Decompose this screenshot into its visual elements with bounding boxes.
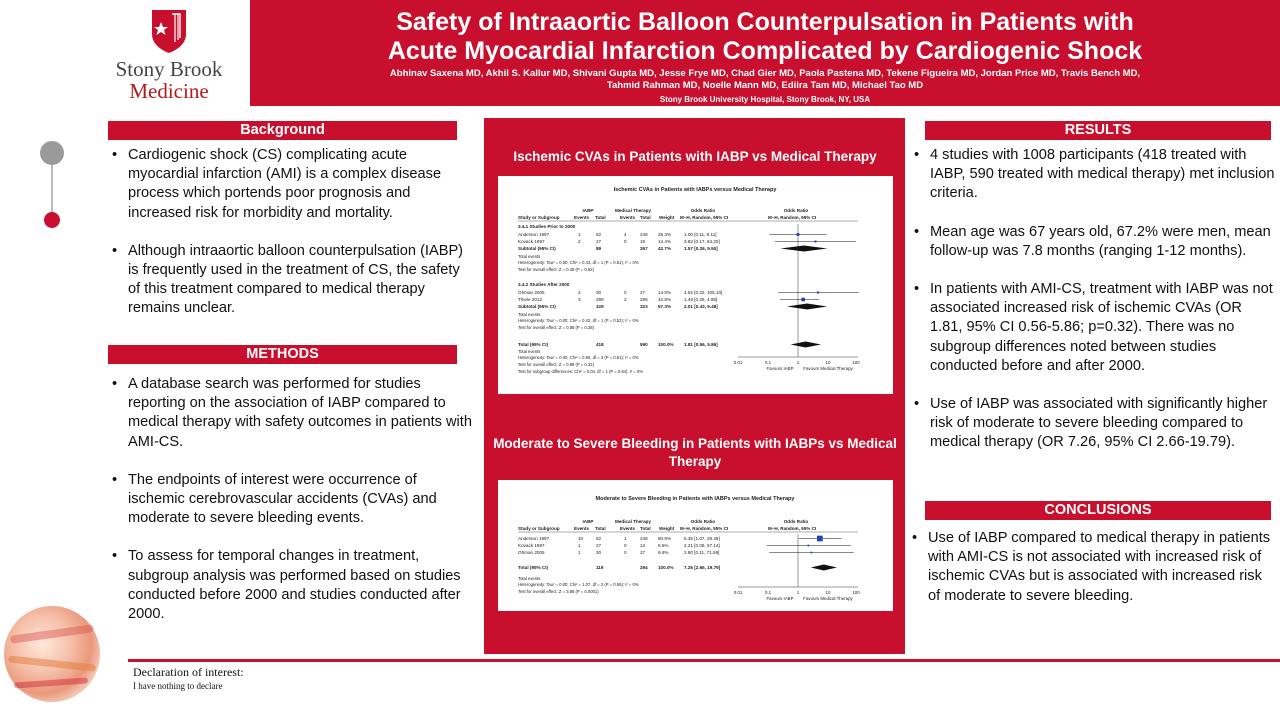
fig1-het-1: Heterogeneity: Tau² = 0.00; Chi² = 0.43, df = 1 (P = 0.51); I² = 0% — [518, 260, 639, 265]
figure2-forest-plot — [498, 480, 893, 611]
forest-row-ci: 1.81 [0.56, 5.86] — [684, 342, 718, 347]
forest-row-weight: 80.9% — [658, 536, 672, 541]
fig1-axis-tick: 0.01 — [733, 360, 743, 365]
forest-row-study: Ohman 2005 — [518, 550, 545, 555]
stony-brook-logo — [108, 8, 230, 102]
figure2-svg — [498, 480, 893, 611]
forest-row-weight: 100.0% — [658, 342, 674, 347]
forest-row-total-iabp: 299 — [596, 297, 604, 302]
logo-line-1: Stony Brook — [115, 57, 223, 81]
forest-row-total-iabp: 89 — [596, 246, 602, 251]
declaration-heading: Declaration of interest: — [133, 665, 244, 679]
forest-summary-diamond — [787, 304, 827, 310]
forest-row-total-iabp: 329 — [596, 304, 604, 309]
forest-row-total-iabp: 30 — [596, 290, 602, 295]
forest-row-events-med: 0 — [624, 290, 627, 295]
forest-row-total-med: 27 — [640, 550, 646, 555]
fig1-total-events-3: Total events — [518, 349, 541, 354]
forest-row-total-med: 248 — [640, 232, 648, 237]
forest-row-total-iabp: 62 — [596, 536, 602, 541]
forest-row-ci: 1.57 [0.26, 9.50] — [684, 246, 718, 251]
forest-row-total-med: 296 — [640, 297, 648, 302]
forest-row-events-iabp: 2 — [578, 290, 581, 295]
forest-row-weight: 14.5% — [658, 290, 672, 295]
forest-row-total-iabp: 27 — [596, 239, 602, 244]
forest-summary-diamond — [780, 246, 827, 252]
fig1-total-events-2: Total events — [518, 312, 541, 317]
forest-row-ci: 2.01 [0.43, 9.48] — [684, 304, 718, 309]
figure2-title: Moderate to Severe Bleeding in Patients with IABPs vs Medical Therapy — [493, 436, 897, 469]
forest-row-study: Subtotal (95% CI) — [518, 246, 556, 251]
fig1-col-study: Study or Subgroup — [518, 215, 560, 220]
figure1-svg — [498, 176, 893, 394]
forest-row-weight: 14.4% — [658, 239, 672, 244]
fig2-col-mh2: M–H, Random, 95% CI — [768, 526, 817, 531]
fig1-col-mh2: M–H, Random, 95% CI — [768, 215, 817, 220]
forest-row-events-iabp: 10 — [578, 536, 584, 541]
forest-row-weight: 42.7% — [658, 246, 672, 251]
fig2-axis-tick: 1 — [796, 590, 800, 595]
fig1-subgroup-diff: Test for subgroup differences: Chi² = 0.04, df = 1 (P = 0.84), I² = 0% — [518, 369, 644, 374]
fig2-col-med: Medical Therapy — [615, 519, 651, 524]
forest-row-total-med: 19 — [640, 239, 646, 244]
forest-row-study: Ohman 2005 — [518, 290, 545, 295]
forest-row-study: Thiele 2012 — [518, 297, 543, 302]
forest-row-events-iabp: 1 — [578, 543, 581, 548]
fig2-col-total: Total — [595, 526, 606, 531]
forest-row-study: Kovack 1997 — [518, 543, 545, 548]
fig1-axis-tick: 100 — [852, 360, 860, 365]
results-bullet: • Mean age was 67 years old, 67.2% were men, mean follow-up was 7.8 months (ranging 1-12 months). — [912, 223, 1278, 261]
fig2-col-events2: Events — [620, 526, 636, 531]
title-line-1: Safety of Intraaortic Balloon Counterpulsation in Patients with — [396, 8, 1134, 36]
forest-row-study: Anderson 1997 — [518, 536, 550, 541]
fig1-axis-tick: 0.1 — [764, 360, 772, 365]
forest-row-ci: 3.82 [0.17, 84.20] — [684, 239, 720, 244]
timeline-dot-gray — [40, 141, 64, 165]
forest-point-estimate — [807, 545, 809, 547]
forest-row-total-iabp: 418 — [596, 342, 604, 347]
forest-row-events-iabp: 1 — [578, 550, 581, 555]
figure2-caption: Moderate to Severe Bleeding in Patients with IABPs versus Medical Therapy — [595, 496, 795, 502]
forest-row-total-med: 590 — [640, 342, 648, 347]
fig1-col-iabp: IABP — [582, 208, 594, 213]
fig1-het-2: Heterogeneity: Tau² = 0.00; Chi² = 0.42, df = 1 (P = 0.52); I² = 0% — [518, 318, 639, 323]
figure1-forest-plot — [498, 176, 893, 394]
figure1-title: Ischemic CVAs in Patients with IABP vs Medical Therapy — [513, 149, 877, 164]
background-bullet: • Although intraaortic balloon counterpulsation (IABP) is frequently used in the treatment of CS, the safety of this treatment compared to medical therapy remains unclear. — [110, 242, 475, 319]
timeline-line — [51, 165, 53, 212]
fig1-col-med: Medical Therapy — [615, 208, 651, 213]
affiliation: Stony Brook University Hospital, Stony Brook, NY, USA — [659, 95, 871, 104]
forest-row-ci: 2.80 [0.11, 71.59] — [684, 550, 720, 555]
fig2-col-events: Events — [574, 526, 590, 531]
forest-row-study: Anderson 1997 — [518, 232, 550, 237]
fig2-axis-tick: 0.1 — [764, 590, 772, 595]
shield-icon — [150, 8, 188, 54]
forest-row-ci: 5.35 [1.07, 28.49] — [684, 536, 720, 541]
fig1-col-total: Total — [595, 215, 606, 220]
fig1-favours-left: Favours IABP — [766, 366, 794, 371]
fig2-axis-tick: 100 — [852, 590, 860, 595]
forest-row-total-iabp: 119 — [596, 565, 604, 570]
forest-row-ci: 1.00 [0.11, 9.11] — [684, 232, 717, 237]
logo-line-2: Medicine — [129, 79, 209, 103]
fig2-het: Heterogeneity: Tau² = 0.00; Chi² = 1.07, df = 2 (P = 0.59); I² = 0% — [518, 582, 639, 587]
poster-title — [250, 0, 1280, 66]
forest-point-estimate — [811, 552, 813, 554]
forest-row-weight: 100.0% — [658, 565, 674, 570]
fig1-favours-right: Favours Medical Therapy — [803, 366, 853, 371]
methods-list — [110, 375, 475, 643]
background-heading: Background — [108, 121, 457, 140]
fig2-favours-left: Favours IABP — [766, 596, 794, 601]
forest-row-ci: 4.62 [0.22, 105.10] — [684, 290, 723, 295]
conclusions-bullet: • Use of IABP compared to medical therapy in patients with AMI-CS is not associated with increased risk of ischemic CVAs but is associated with increased risk of moderate to severe bleeding. — [910, 529, 1276, 606]
forest-row-weight: 57.3% — [658, 304, 672, 309]
fig1-col-total2: Total — [640, 215, 651, 220]
fig2-axis-tick: 10 — [825, 590, 831, 595]
forest-row-total-med: 27 — [640, 290, 646, 295]
title-line-2: Acute Myocardial Infarction Complicated by Cardiogenic Shock — [387, 37, 1143, 65]
forest-summary-diamond — [811, 565, 837, 571]
results-bullet: • In patients with AMI-CS, treatment with IABP was not associated increased risk of ischemic CVAs (OR 1.81, 95% CI 0.56-5.86; p=0.32). There was no subgroup differences noted between studies conducted before and after 2000. — [912, 280, 1278, 376]
fig2-col-mh: M–H, Random, 95% CI — [680, 526, 729, 531]
fig1-het-3: Heterogeneity: Tau² = 0.00; Chi² = 0.95, df = 3 (P = 0.81); I² = 0% — [518, 355, 639, 360]
fig2-col-iabp: IABP — [582, 519, 594, 524]
fig1-subgroup1: 3.4.1 Studies Prior to 2000 — [518, 224, 576, 229]
forest-row-events-med: 2 — [624, 297, 627, 302]
fig1-col-or2: Odds Ratio — [783, 208, 809, 213]
methods-bullet: • To assess for temporal changes in treatment, subgroup analysis was performed based on studies conducted before 2000 and studies conducted after 2000. — [110, 547, 475, 624]
forest-row-events-med: 1 — [624, 536, 627, 541]
authors: Abhinav Saxena MD, Akhil S. Kallur MD, Shivani Gupta MD, Jesse Frye MD, Chad Gier MD, Paola Pastena MD, Tekene Figueira MD, Jordan Price MD, Travis Bench MD, Tahmid Rahman MD, Noelle Mann MD, Ediira Tam MD, Michael Tao MD — [389, 68, 1141, 91]
forest-point-estimate — [817, 536, 823, 542]
footer-divider — [128, 659, 1280, 662]
forest-row-ci: 7.26 [2.66, 19.79] — [684, 565, 721, 570]
forest-row-study: Total (95% CI) — [518, 565, 549, 570]
fig2-col-total2: Total — [640, 526, 651, 531]
fig1-total-events-1: Total events — [518, 254, 541, 259]
header-banner — [250, 0, 1280, 106]
fig1-effect-2: Test for overall effect: Z = 0.88 (P = 0.38) — [518, 325, 594, 330]
fig1-col-events2: Events — [620, 215, 636, 220]
forest-row-study: Subtotal (95% CI) — [518, 304, 556, 309]
fig2-col-or: Odds Ratio — [690, 519, 716, 524]
forest-point-estimate — [814, 241, 816, 243]
forest-point-estimate — [817, 291, 819, 293]
timeline-dot-red — [44, 212, 60, 228]
forest-row-study: Total (95% CI) — [518, 342, 549, 347]
declaration-text: I have nothing to declare — [133, 681, 223, 691]
forest-row-weight: 9.6% — [658, 550, 669, 555]
fig1-axis-tick: 10 — [825, 360, 831, 365]
forest-point-estimate — [801, 298, 805, 302]
fig1-col-weight: Weight — [659, 215, 675, 220]
results-bullet: • Use of IABP was associated with significantly higher risk of moderate to severe bleeding compared to medical therapy (OR 7.26, 95% CI 2.66-19.79). — [912, 395, 1278, 453]
conclusions-heading: CONCLUSIONS — [925, 501, 1271, 520]
fig2-axis-tick: 0.01 — [733, 590, 743, 595]
forest-row-weight: 42.8% — [658, 297, 672, 302]
fig1-subgroup2: 3.4.2 Studies After 2000 — [518, 282, 570, 287]
forest-row-events-iabp: 2 — [578, 239, 581, 244]
fig2-col-study: Study or Subgroup — [518, 526, 560, 531]
forest-row-total-med: 248 — [640, 536, 648, 541]
forest-row-ci: 2.21 [0.09, 57.14] — [684, 543, 720, 548]
fig2-col-weight: Weight — [659, 526, 675, 531]
fig1-col-mh: M–H, Random, 95% CI — [680, 215, 729, 220]
forest-row-events-med: 0 — [624, 550, 627, 555]
forest-row-events-med: 0 — [624, 543, 627, 548]
results-bullet: • 4 studies with 1008 participants (418 treated with IABP, 590 treated with medical therapy) met inclusion criteria. — [912, 146, 1278, 204]
forest-row-events-iabp: 1 — [578, 232, 581, 237]
forest-row-total-med: 323 — [640, 304, 648, 309]
fig1-effect-3: Test for overall effect: Z = 0.99 (P = 0.32) — [518, 362, 594, 367]
forest-row-events-med: 4 — [624, 232, 627, 237]
fig1-col-or: Odds Ratio — [690, 208, 716, 213]
forest-row-total-iabp: 30 — [596, 550, 602, 555]
fig1-axis-tick: 1 — [796, 360, 800, 365]
forest-row-weight: 9.5% — [658, 543, 669, 548]
fig2-total-events: Total events — [518, 576, 541, 581]
forest-row-study: Kovack 1997 — [518, 239, 545, 244]
methods-bullet: • The endpoints of interest were occurrence of ischemic cerebrovascular accidents (CVAs) and moderate to severe bleeding events. — [110, 471, 475, 529]
forest-row-ci: 1.49 [0.25, 4.98] — [684, 297, 718, 302]
forest-row-weight: 28.3% — [658, 232, 672, 237]
methods-bullet: • A database search was performed for studies reporting on the association of IABP compared to medical therapy with safety outcomes in patients with AMI-CS. — [110, 375, 475, 452]
conclusions-list — [910, 529, 1276, 625]
background-bullet: • Cardiogenic shock (CS) complicating acute myocardial infarction (AMI) is a complex disease process which portends poor prognosis and increased risk for morbidity and mortality. — [110, 146, 475, 223]
forest-row-total-iabp: 62 — [596, 232, 602, 237]
forest-row-events-iabp: 3 — [578, 297, 581, 302]
forest-row-total-med: 13 — [640, 543, 646, 548]
results-list — [912, 146, 1278, 472]
fig2-effect: Test for overall effect: Z = 3.88 (P = 0.0001) — [518, 589, 599, 594]
forest-row-total-iabp: 27 — [596, 543, 602, 548]
fig1-effect-1: Test for overall effect: Z = 0.49 (P = 0.62) — [518, 267, 594, 272]
fig2-col-or2: Odds Ratio — [783, 519, 809, 524]
figure1-caption: Ischemic CVAs in Patients with IABPs versus Medical Therapy — [613, 187, 777, 193]
forest-summary-diamond — [790, 342, 821, 348]
fig2-favours-right: Favours Medical Therapy — [803, 596, 853, 601]
background-list — [110, 146, 475, 338]
forest-row-total-med: 294 — [640, 565, 648, 570]
methods-heading: METHODS — [108, 345, 457, 364]
fig1-col-events: Events — [574, 215, 590, 220]
forest-row-events-med: 0 — [624, 239, 627, 244]
forest-row-total-med: 267 — [640, 246, 648, 251]
forest-point-estimate — [797, 233, 800, 236]
results-heading: RESULTS — [925, 121, 1271, 140]
